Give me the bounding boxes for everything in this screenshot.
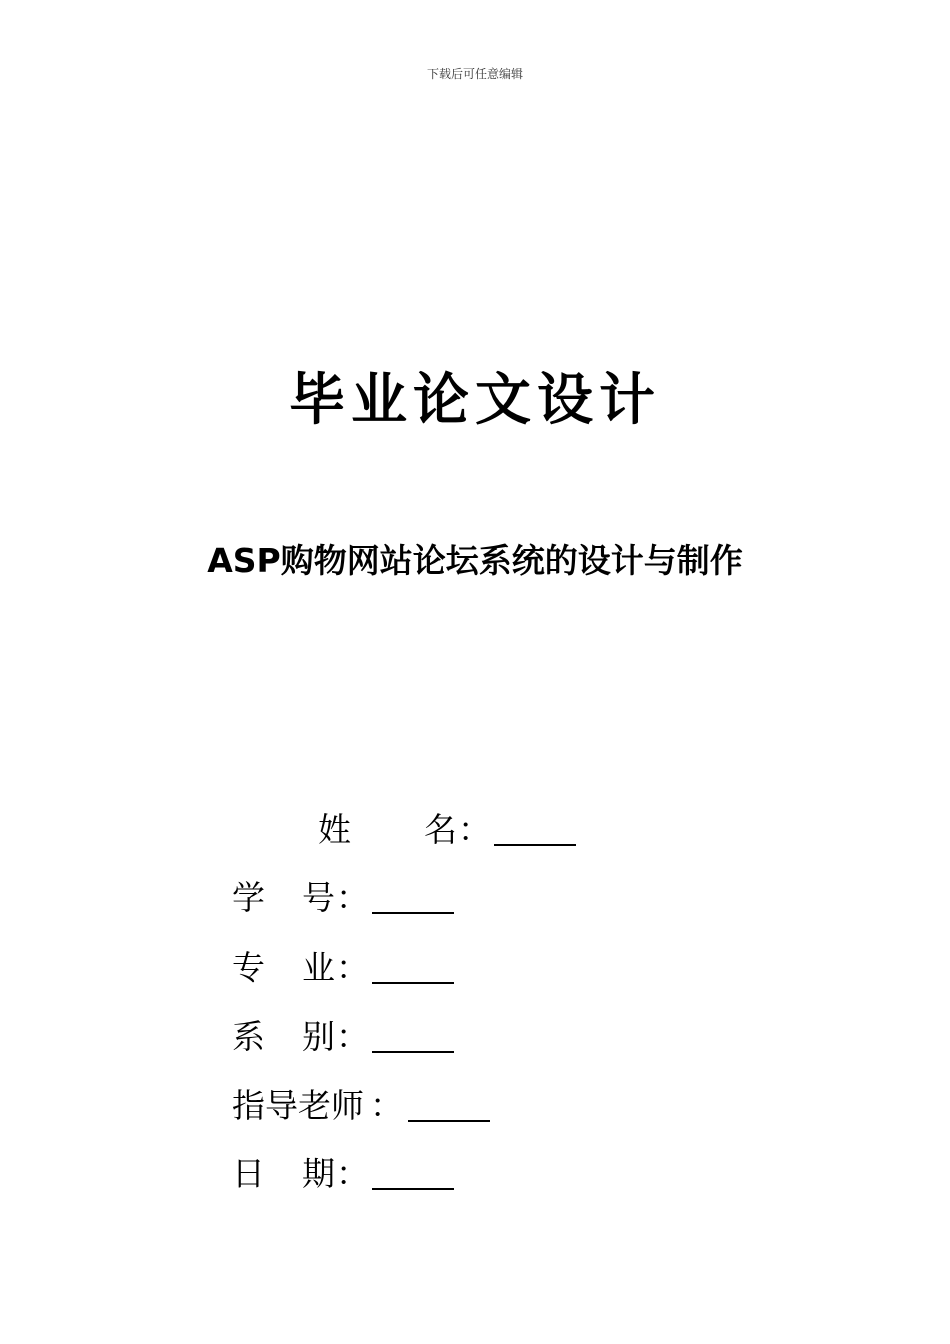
advisor-label-colon: ： [370,1086,403,1125]
date-label-char-1: 日 [232,1154,265,1193]
major-blank-line[interactable] [372,982,454,984]
advisor-blank-line[interactable] [408,1120,490,1122]
name-label-char-1: 姓 [318,810,351,849]
student-id-blank-line[interactable] [372,912,454,914]
major-label-colon: ： [336,948,369,987]
department-label [232,1015,372,1059]
major-field [232,946,454,990]
name-label-colon: ： [458,810,491,849]
department-field [232,1015,454,1059]
name-label-char-2: 名 [424,810,457,849]
header-note: 下载后可任意编辑 [426,67,523,81]
name-blank-line[interactable] [494,844,576,846]
student-id-label-char-1: 学 [232,878,265,917]
advisor-field [232,1084,490,1128]
advisor-label-group [232,1084,408,1128]
department-label-char-1: 系 [232,1017,265,1056]
department-label-colon: ： [336,1017,369,1056]
name-field [318,808,576,852]
date-field [232,1152,454,1196]
student-id-field [232,876,454,920]
student-id-label-char-2: 号 [302,878,335,917]
major-label [232,946,372,990]
major-label-char-1: 专 [232,948,265,987]
student-id-label-colon: ： [336,878,369,917]
major-label-char-2: 业 [302,948,335,987]
thesis-title: 毕业论文设计 [289,367,661,433]
name-label [318,808,494,852]
advisor-label: 指导老师 [232,1086,364,1125]
date-label-char-2: 期 [302,1154,335,1193]
date-blank-line[interactable] [372,1188,454,1190]
department-blank-line[interactable] [372,1051,454,1053]
date-label [232,1152,372,1196]
department-label-char-2: 别 [302,1017,335,1056]
thesis-subtitle: ASP购物网站论坛系统的设计与制作 [207,541,743,580]
date-label-colon: ： [336,1154,369,1193]
student-id-label [232,876,372,920]
